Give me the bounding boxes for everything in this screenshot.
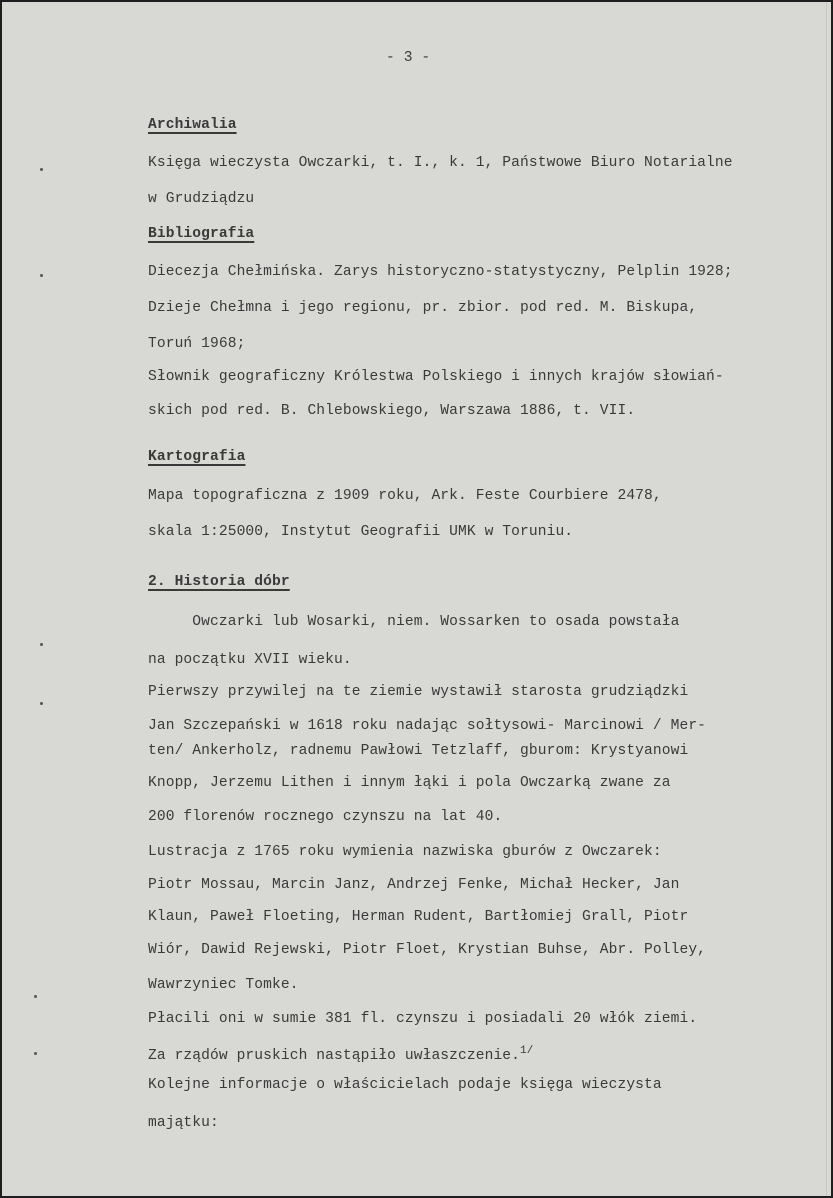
historia-line: majątku:: [148, 1115, 219, 1131]
heading-archiwalia: Archiwalia: [148, 117, 237, 133]
page-number: - 3 -: [386, 50, 431, 66]
historia-line: Knopp, Jerzemu Lithen i innym łąki i pola Owczarką zwane za: [148, 775, 671, 791]
heading-bibliografia: Bibliografia: [148, 226, 255, 242]
bibliografia-line: skich pod red. B. Chlebowskiego, Warszawa 1886, t. VII.: [148, 403, 636, 419]
heading-historia: 2. Historia dóbr: [148, 574, 290, 590]
historia-line: Piotr Mossau, Marcin Janz, Andrzej Fenke, Michał Hecker, Jan: [148, 877, 680, 893]
historia-line: Lustracja z 1765 roku wymienia nazwiska gburów z Owczarek:: [148, 844, 662, 860]
margin-dot: [40, 643, 43, 646]
historia-line: Klaun, Paweł Floeting, Herman Rudent, Bartłomiej Grall, Piotr: [148, 909, 689, 925]
margin-dot: [40, 168, 43, 171]
kartografia-line: skala 1:25000, Instytut Geografii UMK w Toruniu.: [148, 524, 574, 540]
bibliografia-line: Słownik geograficzny Królestwa Polskiego i innych krajów słowiań-: [148, 369, 724, 385]
margin-dot: [40, 274, 43, 277]
historia-line: Wiór, Dawid Rejewski, Piotr Floet, Krystian Buhse, Abr. Polley,: [148, 942, 707, 958]
archiwalia-line: Księga wieczysta Owczarki, t. I., k. 1, Państwowe Biuro Notarialne: [148, 155, 733, 171]
archiwalia-line: w Grudziądzu: [148, 191, 255, 207]
historia-line: Jan Szczepański w 1618 roku nadając sołtysowi- Marcinowi / Mer-: [148, 718, 707, 734]
historia-line: Wawrzyniec Tomke.: [148, 977, 299, 993]
historia-line: Płacili oni w sumie 381 fl. czynszu i posiadali 20 włók ziemi.: [148, 1011, 698, 1027]
historia-line-text: Za rządów pruskich nastąpiło uwłaszczenie.: [148, 1047, 521, 1064]
margin-dot: [34, 995, 37, 998]
margin-dot: [34, 1052, 37, 1055]
historia-line: 200 florenów rocznego czynszu na lat 40.: [148, 809, 503, 825]
historia-line: Owczarki lub Wosarki, niem. Wossarken to osada powstała: [148, 614, 680, 630]
heading-kartografia: Kartografia: [148, 449, 246, 465]
footnote-mark: 1/: [520, 1045, 534, 1057]
bibliografia-line: Toruń 1968;: [148, 336, 246, 352]
kartografia-line: Mapa topograficzna z 1909 roku, Ark. Feste Courbiere 2478,: [148, 488, 662, 504]
historia-line-footnoted: [148, 1045, 533, 1064]
historia-line: Pierwszy przywilej na te ziemie wystawił starosta grudziądzki: [148, 684, 689, 700]
bibliografia-line: Diecezja Chełmińska. Zarys historyczno-statystyczny, Pelplin 1928;: [148, 264, 733, 280]
historia-line: Kolejne informacje o właścicielach podaje księga wieczysta: [148, 1077, 662, 1093]
page-edge-line: [826, 2, 827, 1198]
bibliografia-line: Dzieje Chełmna i jego regionu, pr. zbior. pod red. M. Biskupa,: [148, 300, 698, 316]
historia-line: ten/ Ankerholz, radnemu Pawłowi Tetzlaff, gburom: Krystyanowi: [148, 743, 689, 759]
margin-dot: [40, 702, 43, 705]
historia-line: na początku XVII wieku.: [148, 652, 352, 668]
